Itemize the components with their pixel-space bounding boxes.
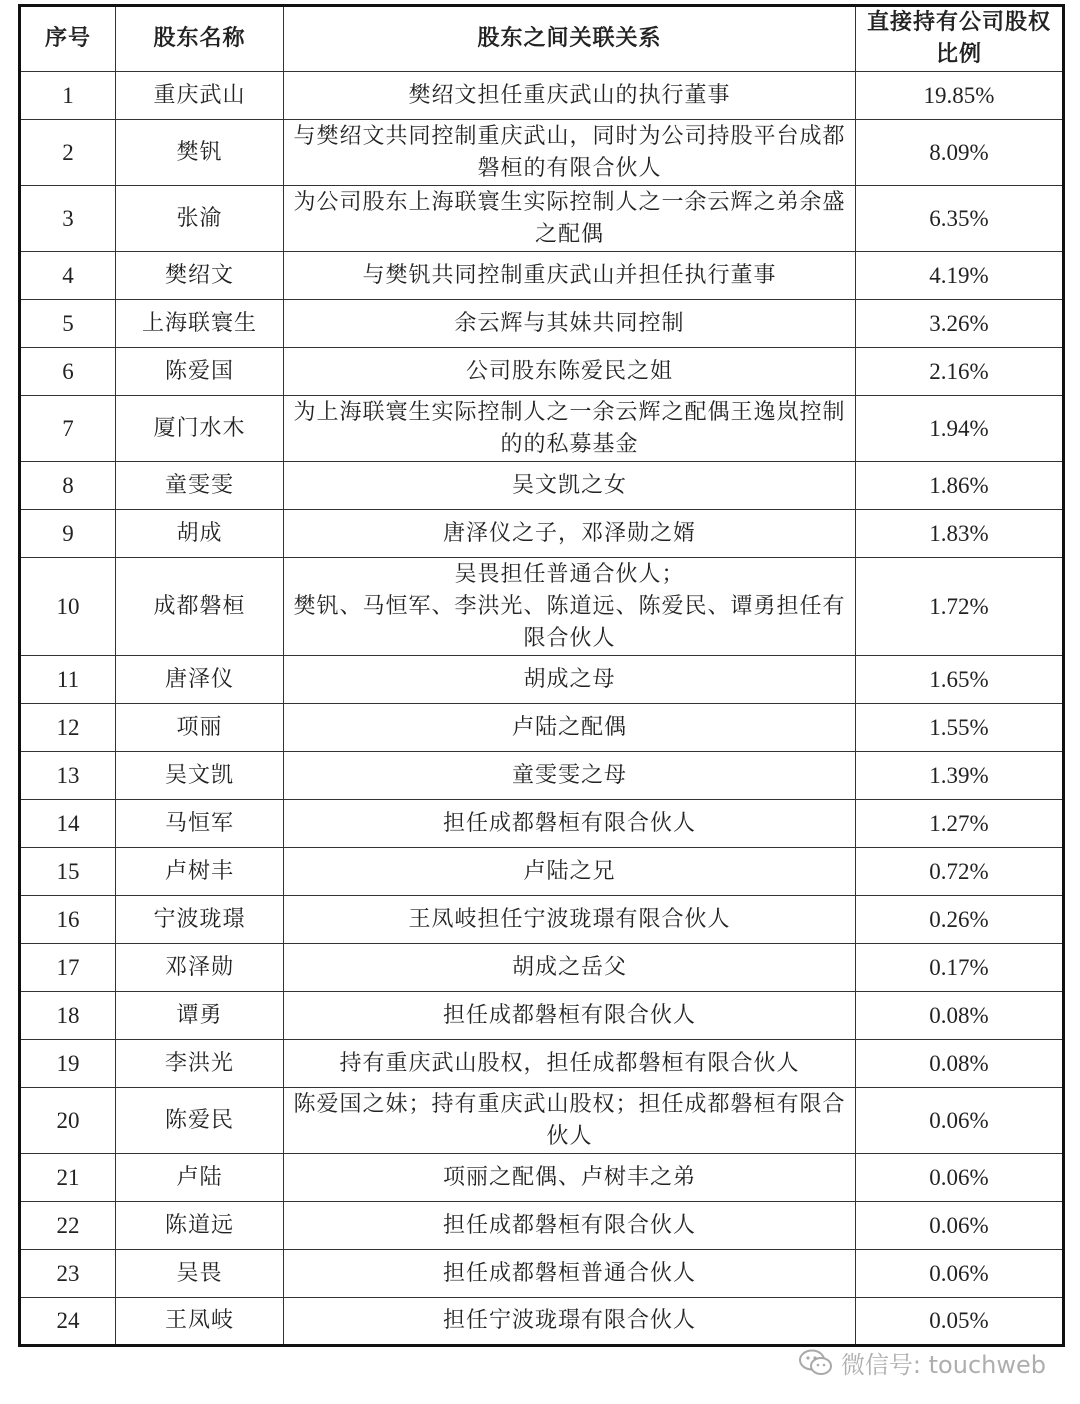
table-row (20, 992, 1064, 1040)
shareholder-name: 宁波珑璟 (116, 896, 284, 944)
shareholder-name: 卢陆 (116, 1154, 284, 1202)
share-percent: 1.83% (856, 510, 1064, 558)
row-number: 15 (20, 848, 116, 896)
share-percent: 0.72% (856, 848, 1064, 896)
share-percent: 1.94% (856, 396, 1064, 462)
shareholder-name: 陈道远 (116, 1202, 284, 1250)
share-percent: 1.72% (856, 558, 1064, 656)
relation-text: 与樊绍文共同控制重庆武山，同时为公司持股平台成都磐桓的有限合伙人 (284, 120, 856, 186)
relation-text: 担任成都磐桓有限合伙人 (284, 800, 856, 848)
shareholder-name: 吴畏 (116, 1250, 284, 1298)
share-percent: 0.06% (856, 1088, 1064, 1154)
shareholder-name: 樊绍文 (116, 252, 284, 300)
table-row (20, 1250, 1064, 1298)
table-row (20, 944, 1064, 992)
table-row (20, 704, 1064, 752)
share-percent: 0.08% (856, 992, 1064, 1040)
row-number: 1 (20, 72, 116, 120)
shareholder-name: 童雯雯 (116, 462, 284, 510)
relation-text: 担任成都磐桓有限合伙人 (284, 1202, 856, 1250)
table-row (20, 252, 1064, 300)
relation-text: 吴文凯之女 (284, 462, 856, 510)
share-percent: 1.55% (856, 704, 1064, 752)
shareholder-name: 唐泽仪 (116, 656, 284, 704)
table-row (20, 656, 1064, 704)
row-number: 21 (20, 1154, 116, 1202)
table-header-row (20, 6, 1064, 72)
relation-text: 樊绍文担任重庆武山的执行董事 (284, 72, 856, 120)
relation-text: 陈爱国之妹；持有重庆武山股权；担任成都磐桓有限合伙人 (284, 1088, 856, 1154)
row-number: 16 (20, 896, 116, 944)
table-row (20, 800, 1064, 848)
shareholder-name: 项丽 (116, 704, 284, 752)
share-percent: 8.09% (856, 120, 1064, 186)
row-number: 4 (20, 252, 116, 300)
share-percent: 0.26% (856, 896, 1064, 944)
relation-text: 为上海联寰生实际控制人之一余云辉之配偶王逸岚控制的的私募基金 (284, 396, 856, 462)
shareholder-name: 樊钒 (116, 120, 284, 186)
share-percent: 0.17% (856, 944, 1064, 992)
header-relation: 股东之间关联关系 (284, 6, 856, 72)
row-number: 8 (20, 462, 116, 510)
row-number: 20 (20, 1088, 116, 1154)
shareholder-name: 厦门水木 (116, 396, 284, 462)
shareholder-name: 成都磐桓 (116, 558, 284, 656)
relation-text: 担任成都磐桓有限合伙人 (284, 992, 856, 1040)
relation-text: 为公司股东上海联寰生实际控制人之一余云辉之弟余盛之配偶 (284, 186, 856, 252)
relation-text: 项丽之配偶、卢树丰之弟 (284, 1154, 856, 1202)
relation-text: 童雯雯之母 (284, 752, 856, 800)
share-percent: 4.19% (856, 252, 1064, 300)
table-row (20, 72, 1064, 120)
header-no: 序号 (20, 6, 116, 72)
row-number: 5 (20, 300, 116, 348)
relation-text: 胡成之岳父 (284, 944, 856, 992)
table-row (20, 1040, 1064, 1088)
row-number: 10 (20, 558, 116, 656)
shareholder-name: 张渝 (116, 186, 284, 252)
row-number: 24 (20, 1298, 116, 1346)
relation-text: 卢陆之兄 (284, 848, 856, 896)
table-row (20, 1298, 1064, 1346)
shareholder-name: 吴文凯 (116, 752, 284, 800)
shareholder-name: 谭勇 (116, 992, 284, 1040)
row-number: 2 (20, 120, 116, 186)
relation-text: 余云辉与其妹共同控制 (284, 300, 856, 348)
shareholder-name: 卢树丰 (116, 848, 284, 896)
table-row (20, 1202, 1064, 1250)
row-number: 23 (20, 1250, 116, 1298)
shareholder-name: 马恒军 (116, 800, 284, 848)
table-row (20, 396, 1064, 462)
table-row (20, 1154, 1064, 1202)
share-percent: 1.27% (856, 800, 1064, 848)
shareholder-name: 上海联寰生 (116, 300, 284, 348)
table-row (20, 510, 1064, 558)
shareholder-name: 胡成 (116, 510, 284, 558)
table-row (20, 558, 1064, 656)
relation-text: 担任宁波珑璟有限合伙人 (284, 1298, 856, 1346)
table-row (20, 348, 1064, 396)
row-number: 17 (20, 944, 116, 992)
row-number: 9 (20, 510, 116, 558)
shareholder-name: 李洪光 (116, 1040, 284, 1088)
row-number: 22 (20, 1202, 116, 1250)
table-row (20, 896, 1064, 944)
share-percent: 3.26% (856, 300, 1064, 348)
share-percent: 1.86% (856, 462, 1064, 510)
relation-text: 卢陆之配偶 (284, 704, 856, 752)
row-number: 7 (20, 396, 116, 462)
shareholder-name: 陈爱民 (116, 1088, 284, 1154)
table-row (20, 300, 1064, 348)
relation-text: 担任成都磐桓普通合伙人 (284, 1250, 856, 1298)
shareholder-name: 王凤岐 (116, 1298, 284, 1346)
table-row (20, 120, 1064, 186)
shareholder-name: 重庆武山 (116, 72, 284, 120)
row-number: 11 (20, 656, 116, 704)
row-number: 19 (20, 1040, 116, 1088)
share-percent: 0.08% (856, 1040, 1064, 1088)
shareholder-name: 陈爱国 (116, 348, 284, 396)
relation-text: 公司股东陈爱民之姐 (284, 348, 856, 396)
relation-text: 王凤岐担任宁波珑璟有限合伙人 (284, 896, 856, 944)
table-row (20, 186, 1064, 252)
row-number: 6 (20, 348, 116, 396)
share-percent: 0.05% (856, 1298, 1064, 1346)
shareholder-relation-table (18, 4, 1065, 1347)
relation-text: 与樊钒共同控制重庆武山并担任执行董事 (284, 252, 856, 300)
table-row (20, 1088, 1064, 1154)
watermark (799, 1345, 1046, 1380)
table-row (20, 848, 1064, 896)
share-percent: 0.06% (856, 1202, 1064, 1250)
row-number: 12 (20, 704, 116, 752)
watermark-text: 微信号: touchweb (840, 1351, 1046, 1379)
row-number: 13 (20, 752, 116, 800)
wechat-icon (799, 1349, 833, 1377)
row-number: 18 (20, 992, 116, 1040)
row-number: 14 (20, 800, 116, 848)
header-name: 股东名称 (116, 6, 284, 72)
shareholder-name: 邓泽勋 (116, 944, 284, 992)
share-percent: 1.39% (856, 752, 1064, 800)
header-percent: 直接持有公司股权比例 (856, 6, 1064, 72)
table-row (20, 462, 1064, 510)
share-percent: 19.85% (856, 72, 1064, 120)
row-number: 3 (20, 186, 116, 252)
table-row (20, 752, 1064, 800)
share-percent: 2.16% (856, 348, 1064, 396)
relation-text: 持有重庆武山股权，担任成都磐桓有限合伙人 (284, 1040, 856, 1088)
share-percent: 1.65% (856, 656, 1064, 704)
share-percent: 0.06% (856, 1250, 1064, 1298)
share-percent: 0.06% (856, 1154, 1064, 1202)
relation-text: 吴畏担任普通合伙人； 樊钒、马恒军、李洪光、陈道远、陈爱民、谭勇担任有限合伙人 (284, 558, 856, 656)
relation-text: 胡成之母 (284, 656, 856, 704)
relation-text: 唐泽仪之子，邓泽勋之婿 (284, 510, 856, 558)
share-percent: 6.35% (856, 186, 1064, 252)
